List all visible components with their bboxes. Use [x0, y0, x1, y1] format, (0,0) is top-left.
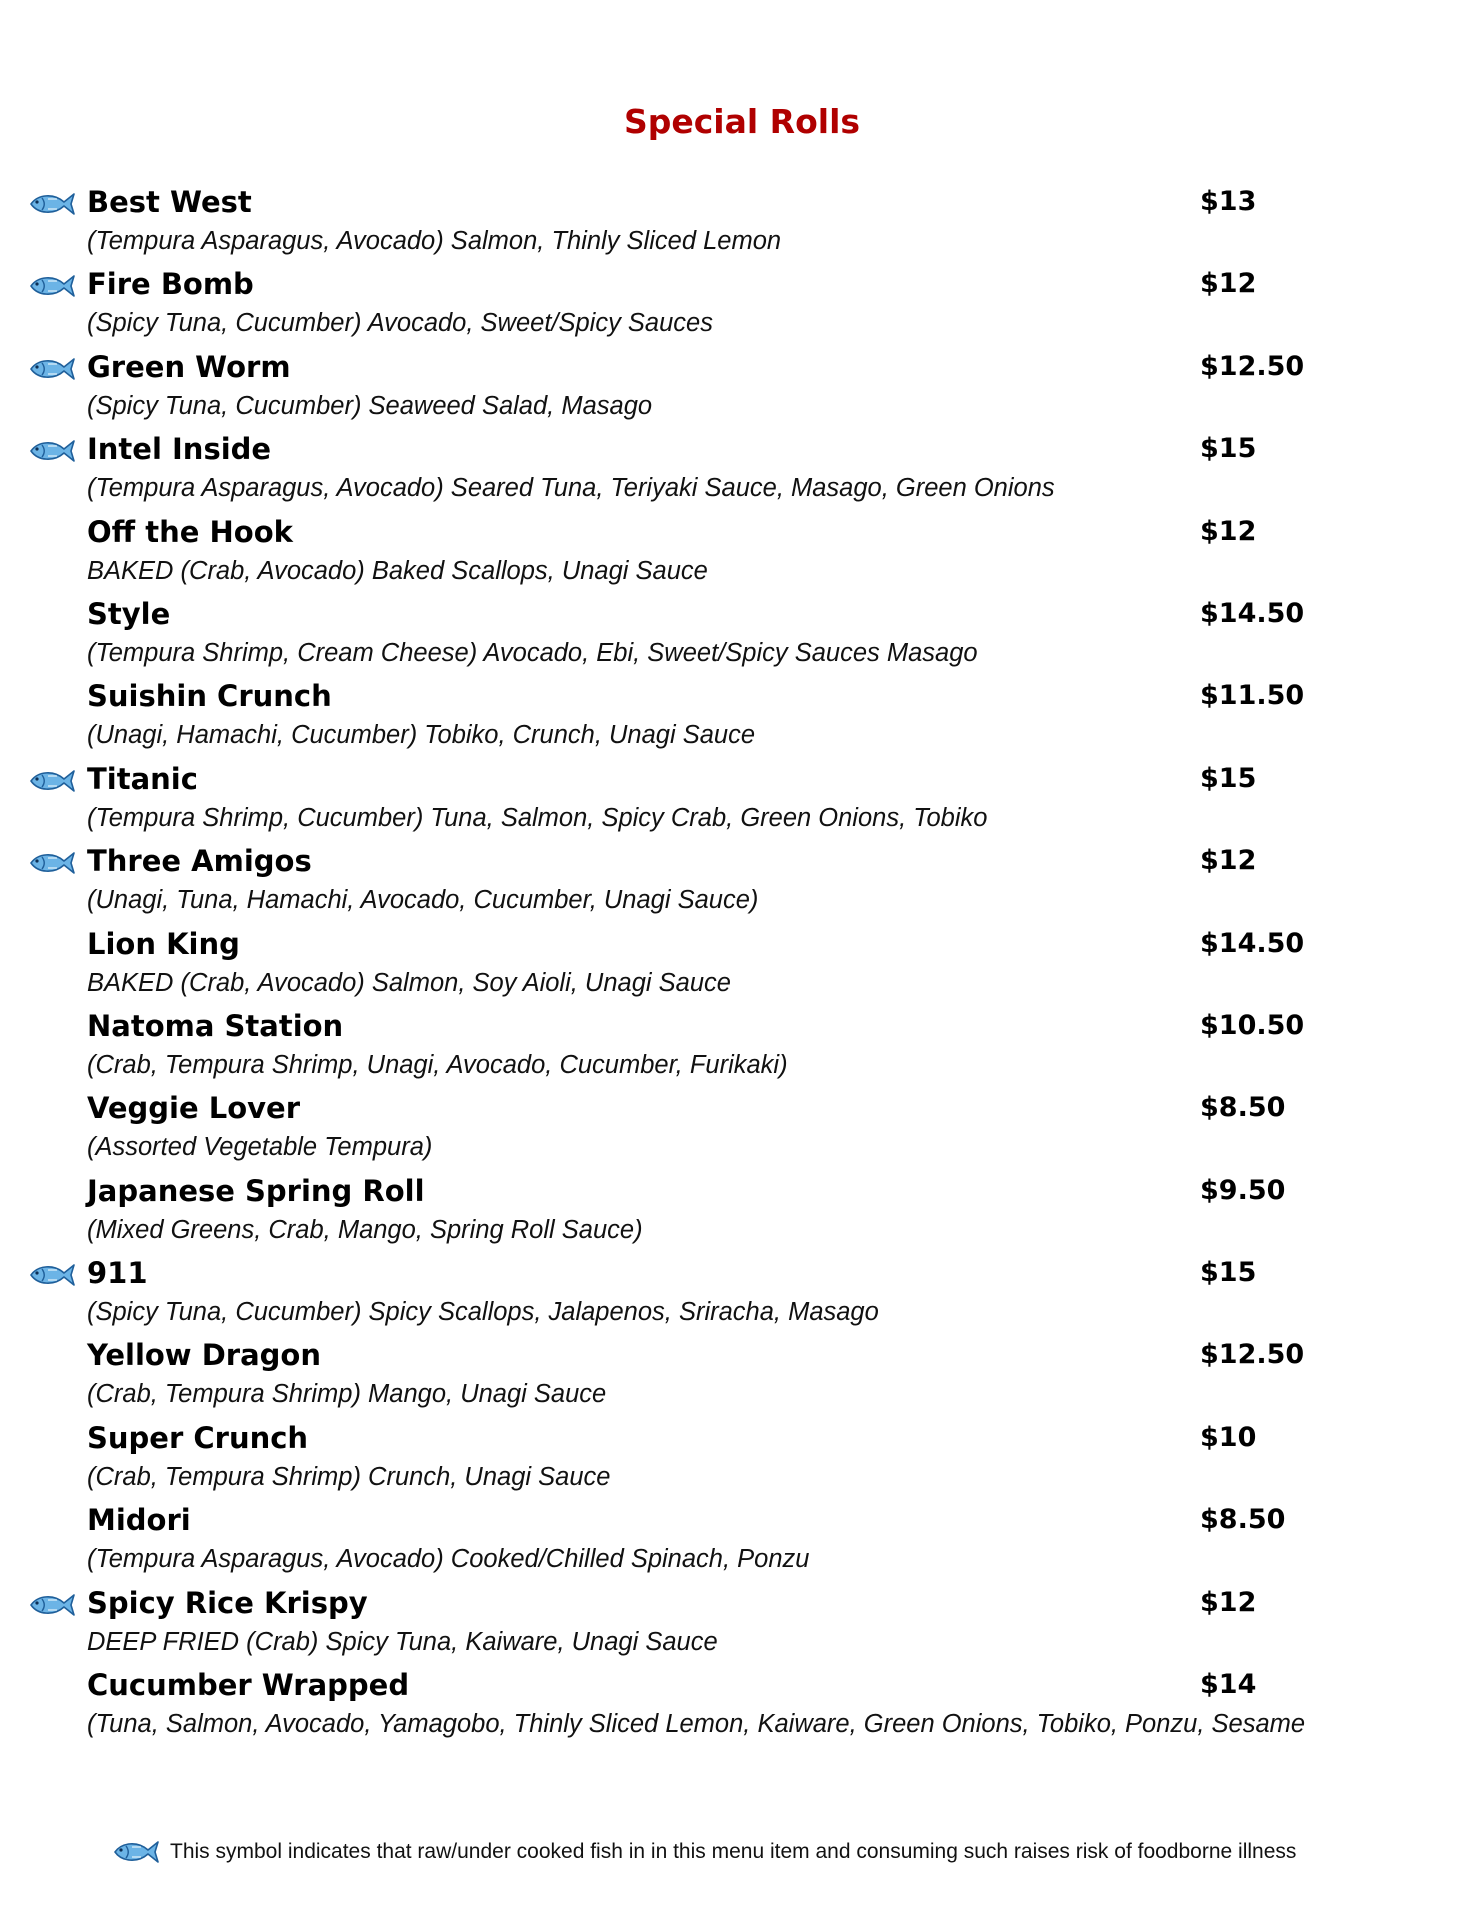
fish-icon [28, 849, 76, 877]
item-price: $14.50 [1200, 927, 1305, 959]
item-description: (Tempura Asparagus, Avocado) Seared Tuna, Teriyaki Sauce, Masago, Green Onions [87, 474, 1055, 503]
menu-item [0, 1581, 1484, 1663]
item-description: (Tempura Shrimp, Cream Cheese) Avocado, Ebi, Sweet/Spicy Sauces Masago [87, 638, 978, 667]
item-name: Green Worm [87, 349, 291, 384]
item-price: $12 [1200, 515, 1257, 547]
fish-icon [112, 1838, 160, 1866]
item-name: Midori [87, 1503, 191, 1538]
item-price: $8.50 [1200, 1504, 1286, 1536]
menu-item [0, 839, 1484, 921]
menu-list [0, 180, 1484, 1745]
item-description: (Mixed Greens, Crab, Mango, Spring Roll Sauce) [87, 1215, 643, 1244]
menu-item [0, 1086, 1484, 1168]
item-price: $14 [1200, 1669, 1257, 1701]
menu-item [0, 180, 1484, 262]
item-name: Cucumber Wrapped [87, 1668, 410, 1703]
menu-item [0, 345, 1484, 427]
item-description: (Spicy Tuna, Cucumber) Spicy Scallops, Jalapenos, Sriracha, Masago [87, 1298, 879, 1327]
item-description: (Tempura Asparagus, Avocado) Cooked/Chilled Spinach, Ponzu [87, 1545, 810, 1574]
menu-item [0, 922, 1484, 1004]
menu-item [0, 1498, 1484, 1580]
item-description: (Tempura Shrimp, Cucumber) Tuna, Salmon, Spicy Crab, Green Onions, Tobiko [87, 803, 988, 832]
item-description: (Tuna, Salmon, Avocado, Yamagobo, Thinly Sliced Lemon, Kaiware, Green Onions, Tobiko, Ponzu, Sesame [87, 1710, 1306, 1739]
item-price: $15 [1200, 433, 1257, 465]
item-description: BAKED (Crab, Avocado) Baked Scallops, Unagi Sauce [87, 556, 708, 585]
item-name: Off the Hook [87, 514, 293, 549]
item-description: BAKED (Crab, Avocado) Salmon, Soy Aioli, Unagi Sauce [87, 968, 731, 997]
item-price: $12 [1200, 1586, 1257, 1618]
fish-icon [28, 437, 76, 465]
item-description: (Unagi, Hamachi, Cucumber) Tobiko, Crunch, Unagi Sauce [87, 721, 756, 750]
item-name: Natoma Station [87, 1008, 344, 1043]
item-name: Yellow Dragon [87, 1338, 321, 1373]
fish-icon [28, 767, 76, 795]
item-name: Veggie Lover [87, 1091, 301, 1126]
fish-icon [28, 1591, 76, 1619]
menu-item [0, 674, 1484, 756]
item-price: $9.50 [1200, 1174, 1286, 1206]
item-price: $15 [1200, 1257, 1257, 1289]
item-description: (Spicy Tuna, Cucumber) Seaweed Salad, Masago [87, 391, 653, 420]
item-name: Fire Bomb [87, 267, 254, 302]
item-price: $8.50 [1200, 1092, 1286, 1124]
item-price: $10.50 [1200, 1009, 1305, 1041]
item-price: $10 [1200, 1421, 1257, 1453]
item-name: Intel Inside [87, 432, 272, 467]
menu-item [0, 592, 1484, 674]
menu-item [0, 1251, 1484, 1333]
item-description: (Spicy Tuna, Cucumber) Avocado, Sweet/Spicy Sauces [87, 309, 713, 338]
menu-item [0, 1663, 1484, 1745]
menu-item [0, 1416, 1484, 1498]
item-name: Style [87, 596, 171, 631]
fish-icon [28, 272, 76, 300]
menu-item [0, 510, 1484, 592]
item-name: Best West [87, 185, 252, 219]
menu-item [0, 1333, 1484, 1415]
fish-icon [28, 1261, 76, 1289]
item-price: $12 [1200, 845, 1257, 877]
item-name: Three Amigos [87, 844, 312, 879]
item-name: Spicy Rice Krispy [87, 1585, 368, 1620]
item-description: (Crab, Tempura Shrimp) Mango, Unagi Sauce [87, 1380, 607, 1409]
item-description: (Crab, Tempura Shrimp) Crunch, Unagi Sauce [87, 1462, 611, 1491]
item-price: $14.50 [1200, 597, 1305, 629]
item-price: $13 [1200, 186, 1257, 217]
menu-item [0, 427, 1484, 509]
fish-icon [28, 190, 76, 218]
item-name: Titanic [87, 761, 198, 796]
page-title: Special Rolls [623, 102, 861, 141]
menu-item [0, 757, 1484, 839]
item-description: (Tempura Asparagus, Avocado) Salmon, Thinly Sliced Lemon [87, 227, 782, 255]
item-name: 911 [87, 1256, 148, 1291]
item-description: (Unagi, Tuna, Hamachi, Avocado, Cucumber, Unagi Sauce) [87, 886, 759, 915]
footnote-text: This symbol indicates that raw/under cooked fish in in this menu item and consuming such raises risk of foodborne illness [170, 1840, 1297, 1863]
menu-item [0, 262, 1484, 344]
fish-icon [28, 355, 76, 383]
item-name: Suishin Crunch [87, 679, 332, 714]
menu-item [0, 1169, 1484, 1251]
item-price: $12.50 [1200, 350, 1305, 382]
item-price: $12 [1200, 268, 1257, 300]
item-description: (Crab, Tempura Shrimp, Unagi, Avocado, Cucumber, Furikaki) [87, 1050, 788, 1079]
item-name: Super Crunch [87, 1420, 309, 1455]
item-description: (Assorted Vegetable Tempura) [87, 1133, 433, 1162]
item-price: $11.50 [1200, 680, 1305, 712]
item-name: Lion King [87, 926, 240, 961]
item-price: $15 [1200, 762, 1257, 794]
item-description: DEEP FRIED (Crab) Spicy Tuna, Kaiware, Unagi Sauce [87, 1627, 718, 1656]
item-name: Japanese Spring Roll [87, 1173, 425, 1208]
item-price: $12.50 [1200, 1339, 1305, 1371]
menu-item [0, 1004, 1484, 1086]
